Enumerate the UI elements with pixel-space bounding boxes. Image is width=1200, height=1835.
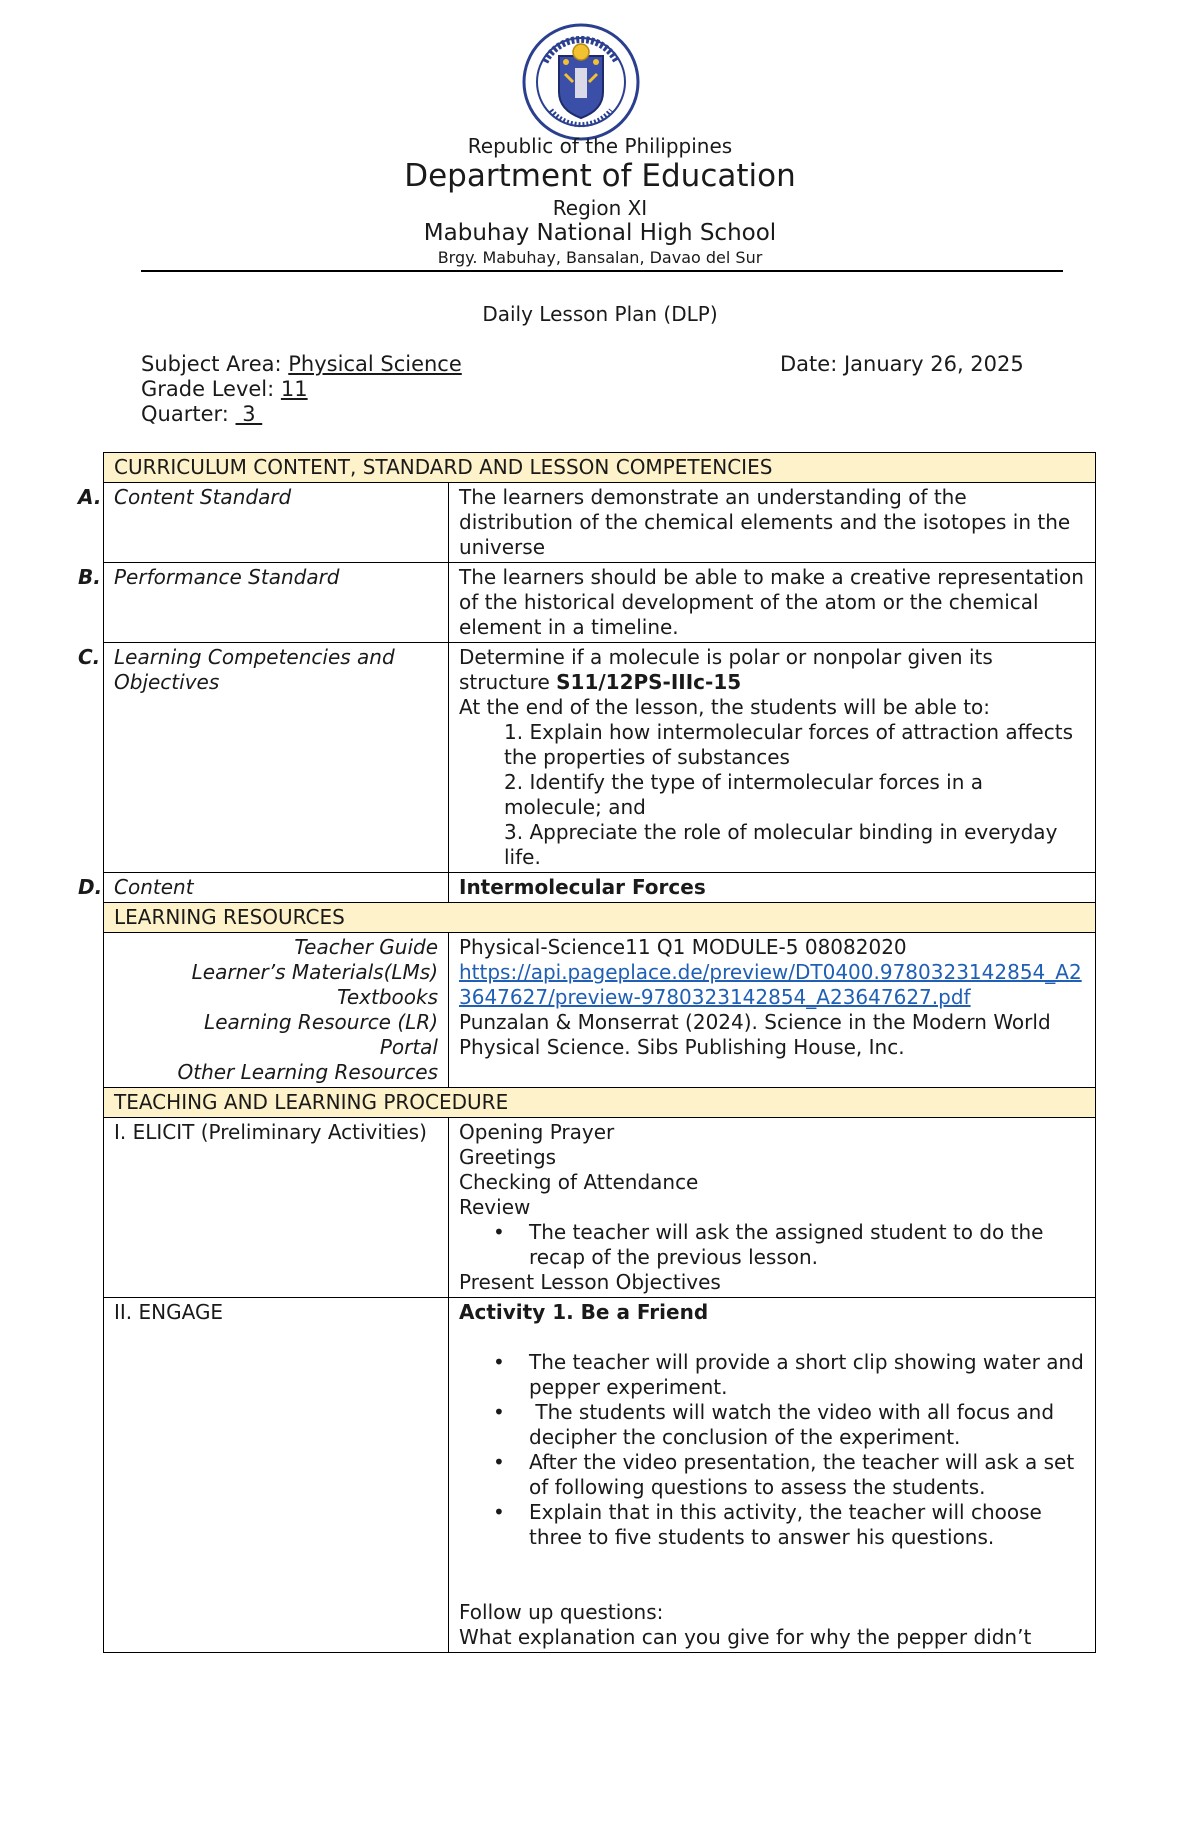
elicit-item-greetings: Greetings xyxy=(459,1145,557,1169)
followup-question: What explanation can you give for why the pepper didn’t xyxy=(459,1625,1032,1649)
resource-link[interactable]: https://api.pageplace.de/preview/DT0400.9780323142854_A23647627/preview-9780323142854_A23647627.pdf xyxy=(459,960,1082,1009)
resource-label-portal: Portal xyxy=(379,1035,438,1059)
row-letter-a: A. xyxy=(78,485,102,509)
section-curriculum: CURRICULUM CONTENT, STANDARD AND LESSON COMPETENCIES xyxy=(104,453,1096,483)
content-standard-label: Content Standard xyxy=(114,485,292,509)
date-value: January 26, 2025 xyxy=(843,352,1024,376)
department-title: Department of Education xyxy=(404,158,796,194)
resources-labels-cell xyxy=(104,933,449,1088)
performance-standard-label-cell xyxy=(78,563,449,643)
section-header-row xyxy=(104,453,1096,483)
competency-code: S11/12PS-IIIc-15 xyxy=(556,670,742,694)
competencies-label-cell xyxy=(78,643,449,873)
quarter-line xyxy=(141,402,262,426)
table-row xyxy=(104,563,1096,643)
section-teaching-procedure: TEACHING AND LEARNING PROCEDURE xyxy=(104,1088,1096,1118)
subject-label: Subject Area: xyxy=(141,352,289,376)
date-line xyxy=(780,352,1024,376)
republic-text: Republic of the Philippines xyxy=(467,134,733,158)
elicit-label: I. ELICIT (Preliminary Activities) xyxy=(104,1118,449,1298)
grade-level-line xyxy=(141,377,308,401)
objective-3: 3. Appreciate the role of molecular binding in everyday life. xyxy=(504,820,1058,869)
content-topic: Intermolecular Forces xyxy=(449,873,1096,903)
region-text: Region XI xyxy=(552,196,648,220)
engage-activity-title: Activity 1. Be a Friend xyxy=(459,1300,709,1324)
quarter-label: Quarter: xyxy=(141,402,236,426)
section-header-row xyxy=(104,903,1096,933)
competencies-label: Learning Competencies and Objectives xyxy=(114,645,395,694)
objective-2: 2. Identify the type of intermolecular forces in a molecule; and xyxy=(504,770,984,819)
row-letter-c: C. xyxy=(78,645,101,669)
content-standard-label-cell xyxy=(78,483,449,563)
row-letter-b: B. xyxy=(78,565,101,589)
resource-label-other: Other Learning Resources xyxy=(177,1060,438,1084)
elicit-item-prayer: Opening Prayer xyxy=(459,1120,615,1144)
section-learning-resources: LEARNING RESOURCES xyxy=(104,903,1096,933)
resource-label-textbooks: Textbooks xyxy=(337,985,438,1009)
resource-module: Physical-Science11 Q1 MODULE-5 08082020 xyxy=(459,935,907,959)
subject-value: Physical Science xyxy=(288,352,462,376)
school-address: Brgy. Mabuhay, Bansalan, Davao del Sur xyxy=(437,248,763,267)
table-row xyxy=(104,933,1096,1088)
objectives-intro: At the end of the lesson, the students will be able to: xyxy=(459,695,991,719)
table-row xyxy=(104,1118,1096,1298)
performance-standard-label: Performance Standard xyxy=(114,565,340,589)
school-name: Mabuhay National High School xyxy=(423,220,777,246)
content-label: Content xyxy=(114,875,194,899)
section-header-row xyxy=(104,1088,1096,1118)
grade-value: 11 xyxy=(280,377,308,401)
elicit-bullet-list xyxy=(459,1220,1085,1270)
elicit-item-review: Review xyxy=(459,1195,531,1219)
date-label: Date: xyxy=(780,352,844,376)
content-label-cell xyxy=(78,873,449,903)
resource-textbook-citation: Punzalan & Monserrat (2024). Science in the Modern World Physical Science. Sibs Publishing House, Inc. xyxy=(459,1010,1051,1059)
table-row xyxy=(104,873,1096,903)
table-row xyxy=(104,643,1096,873)
elicit-item-attendance: Checking of Attendance xyxy=(459,1170,699,1194)
performance-standard-text: The learners should be able to make a creative representation of the historical development of the atom or the chemical element in a timeline. xyxy=(449,563,1096,643)
resource-label-lr: Learning Resource (LR) xyxy=(204,1010,438,1034)
subject-area-line xyxy=(141,352,462,376)
lesson-plan-table xyxy=(78,452,1096,1653)
list-item: • The teacher will provide a short clip showing water and pepper experiment. xyxy=(529,1350,1085,1400)
elicit-cell xyxy=(449,1118,1096,1298)
engage-cell xyxy=(449,1298,1096,1653)
content-standard-text: The learners demonstrate an understanding of the distribution of the chemical elements and the isotopes in the universe xyxy=(449,483,1096,563)
grade-label: Grade Level: xyxy=(141,377,281,401)
table-row xyxy=(104,1298,1096,1653)
objective-1: 1. Explain how intermolecular forces of attraction affects the properties of substances xyxy=(504,720,1073,769)
list-item: • The students will watch the video with all focus and decipher the conclusion of the experiment. xyxy=(529,1400,1085,1450)
quarter-value: 3 xyxy=(235,402,263,426)
elicit-objectives: Present Lesson Objectives xyxy=(459,1270,721,1294)
resource-label-learners-materials: Learner’s Materials(LMs) xyxy=(191,960,438,984)
list-item: • After the video presentation, the teacher will ask a set of following questions to assess the students. xyxy=(529,1450,1085,1500)
competency-text: Determine if a molecule is polar or nonpolar given its structure xyxy=(459,645,993,694)
followup-label: Follow up questions: xyxy=(459,1600,664,1624)
row-letter-d: D. xyxy=(78,875,103,899)
competencies-cell xyxy=(449,643,1096,873)
resources-values-cell xyxy=(449,933,1096,1088)
list-item: • Explain that in this activity, the teacher will choose three to five students to answer his questions. xyxy=(529,1500,1085,1550)
resource-label-teacher-guide: Teacher Guide xyxy=(294,935,438,959)
list-item: • The teacher will ask the assigned student to do the recap of the previous lesson. xyxy=(529,1220,1085,1270)
engage-bullet-list xyxy=(459,1350,1085,1550)
document-title: Daily Lesson Plan (DLP) xyxy=(482,302,718,326)
competency-statement xyxy=(459,645,1085,695)
table-row xyxy=(104,483,1096,563)
engage-label: II. ENGAGE xyxy=(104,1298,449,1653)
deped-seal-logo xyxy=(521,22,641,142)
header-divider xyxy=(141,270,1063,272)
